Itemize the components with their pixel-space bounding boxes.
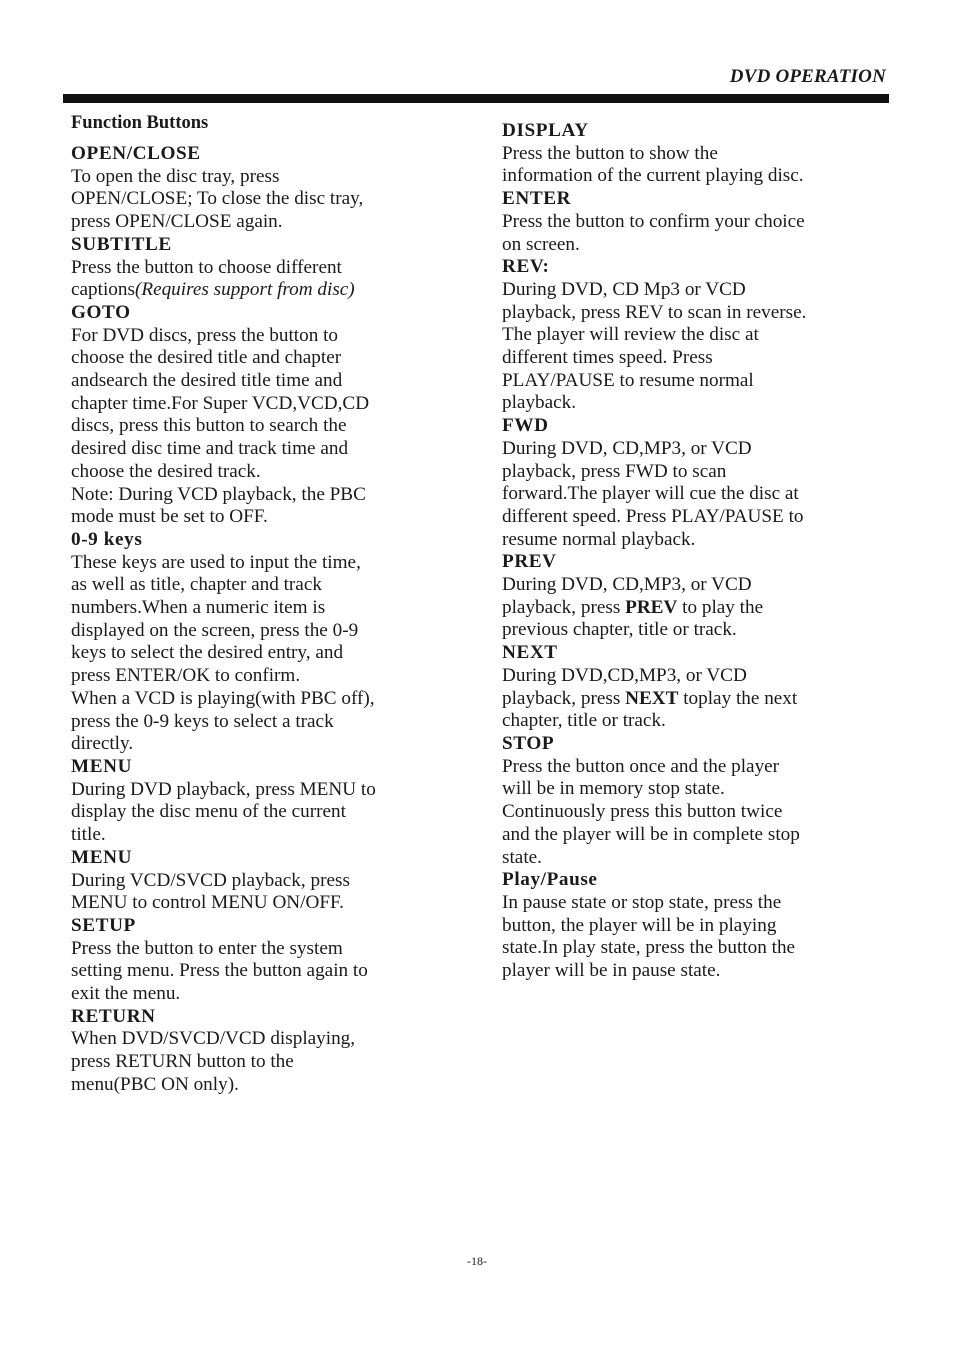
entry-line: chapter time.For Super VCD,VCD,CD — [71, 392, 370, 414]
entry-line: Note: During VCD playback, the PBC — [71, 483, 366, 505]
entry-next — [502, 642, 872, 733]
entry-line: playback, press REV to scan in reverse. — [502, 301, 807, 323]
entry-0-9-keys — [71, 529, 436, 756]
entry-setup — [71, 915, 436, 1006]
entry-line: menu(PBC ON only). — [71, 1073, 239, 1095]
entry-line: Press the button once and the player — [502, 755, 780, 777]
entry-line: During DVD playback, press MENU to — [71, 778, 376, 800]
entry-line: press ENTER/OK to confirm. — [71, 665, 301, 687]
entry-play-pause — [502, 869, 872, 983]
entry-line: When DVD/SVCD/VCD displaying, — [71, 1028, 356, 1050]
entry-line: chapter, title or track. — [502, 710, 666, 732]
entry-line: state. — [502, 846, 542, 868]
entry-line: different times speed. Press — [502, 347, 713, 369]
entry-menu-vcd — [71, 847, 436, 915]
entry-return — [71, 1006, 436, 1097]
entry-line: keys to select the desired entry, and — [71, 642, 344, 664]
entry-line: playback. — [502, 392, 577, 414]
entry-line: The player will review the disc at — [502, 324, 759, 346]
entry-heading: OPEN/CLOSE — [71, 143, 201, 164]
entry-line: In pause state or stop state, press the — [502, 891, 782, 913]
entry-line: choose the desired title and chapter — [71, 347, 342, 369]
entry-heading: 0-9 keys — [71, 528, 143, 550]
entry-line: mode must be set to OFF. — [71, 506, 268, 528]
entry-line: display the disc menu of the current — [71, 801, 346, 823]
section-title: Function Buttons — [71, 113, 209, 133]
entry-heading: PREV — [502, 551, 557, 573]
entry-line: Continuously press this button twice — [502, 801, 783, 823]
entry-line: When a VCD is playing(with PBC off), — [71, 687, 375, 709]
entry-line: exit the menu. — [71, 983, 181, 1005]
left-column — [71, 111, 436, 1097]
entry-menu-dvd — [71, 756, 436, 847]
entry-line: Press the button to show the — [502, 142, 718, 164]
entry-line: information of the current playing disc. — [502, 165, 804, 187]
entry-heading: SUBTITLE — [71, 233, 172, 255]
entry-line: forward.The player will cue the disc at — [502, 483, 799, 505]
entry-heading: SETUP — [71, 914, 136, 936]
entry-heading: NEXT — [502, 642, 558, 664]
entry-open-close — [71, 143, 436, 234]
entry-line: OPEN/CLOSE; To close the disc tray, — [71, 188, 364, 210]
entry-fwd — [502, 415, 872, 551]
page-number: -18- — [467, 1254, 487, 1268]
entry-line: will be in memory stop state. — [502, 778, 725, 800]
header-rule — [63, 94, 889, 103]
entry-line: Press the button to confirm your choice — [502, 210, 805, 232]
entry-prev — [502, 551, 872, 642]
entry-heading: ENTER — [502, 188, 572, 210]
entry-line — [502, 688, 872, 711]
entry-line-pre: playback, press — [502, 596, 626, 618]
entry-line: playback, press FWD to scan — [502, 460, 727, 482]
entry-line: different speed. Press PLAY/PAUSE to — [502, 505, 804, 527]
entry-line-post: to play the — [677, 596, 764, 618]
entry-stop — [502, 733, 872, 869]
entry-line: During DVD, CD Mp3 or VCD — [502, 278, 746, 300]
entry-line: These keys are used to input the time, — [71, 551, 361, 573]
entry-goto — [71, 302, 436, 529]
entry-line: choose the desired track. — [71, 460, 261, 482]
entry-line: previous chapter, title or track. — [502, 619, 737, 641]
entry-line: Press the button to enter the system — [71, 937, 343, 959]
entry-line: setting menu. Press the button again to — [71, 960, 368, 982]
entry-line: To open the disc tray, press — [71, 165, 280, 187]
entry-line: press RETURN button to the — [71, 1051, 294, 1073]
entry-line: directly. — [71, 733, 134, 755]
entry-line: MENU to control MENU ON/OFF. — [71, 892, 344, 914]
entry-line-prefix: captions — [71, 279, 135, 301]
entry-heading: RETURN — [71, 1005, 156, 1027]
entry-line: as well as title, chapter and track — [71, 574, 322, 596]
entry-line: desired disc time and track time and — [71, 438, 349, 460]
entry-enter — [502, 188, 872, 256]
entry-rev — [502, 256, 872, 415]
entry-line: During VCD/SVCD playback, press — [71, 869, 350, 891]
entry-line: For DVD discs, press the button to — [71, 324, 339, 346]
entry-line: press the 0-9 keys to select a track — [71, 710, 334, 732]
entry-line: player will be in pause state. — [502, 960, 721, 982]
entry-line: numbers.When a numeric item is — [71, 597, 326, 619]
entry-line-post: toplay the next — [678, 687, 798, 709]
entry-line: During DVD,CD,MP3, or VCD — [502, 664, 747, 686]
entry-line: andsearch the desired title time and — [71, 370, 343, 392]
entry-line — [502, 597, 872, 620]
entry-line-bold: PREV — [625, 596, 678, 618]
entry-heading: MENU — [71, 846, 133, 868]
entry-subtitle — [71, 234, 436, 302]
entry-line: on screen. — [502, 233, 580, 255]
entry-line: displayed on the screen, press the 0-9 — [71, 619, 359, 641]
entry-line: Press the button to choose different — [71, 256, 342, 278]
entry-display — [502, 120, 872, 188]
entry-heading: FWD — [502, 415, 549, 437]
entry-line: During DVD, CD,MP3, or VCD — [502, 574, 752, 596]
entry-line: and the player will be in complete stop — [502, 823, 800, 845]
entry-line-pre: playback, press — [502, 687, 626, 709]
entry-line: state.In play state, press the button the — [502, 937, 796, 959]
entry-line: discs, press this button to search the — [71, 415, 347, 437]
entry-line: resume normal playback. — [502, 528, 696, 550]
entry-heading: Play/Pause — [502, 869, 598, 891]
entry-line: title. — [71, 824, 106, 846]
right-column — [502, 120, 872, 983]
header-label: DVD OPERATION — [729, 66, 886, 87]
entry-line: press OPEN/CLOSE again. — [71, 211, 283, 233]
entry-line-bold: NEXT — [625, 687, 679, 709]
entry-heading: MENU — [71, 755, 133, 777]
entry-line-italic: (Requires support from disc) — [134, 279, 355, 301]
entry-heading: GOTO — [71, 301, 131, 323]
entry-line: During DVD, CD,MP3, or VCD — [502, 437, 752, 459]
entry-line: button, the player will be in playing — [502, 914, 777, 936]
entry-heading: DISPLAY — [502, 120, 589, 141]
entry-line: PLAY/PAUSE to resume normal — [502, 369, 754, 391]
entry-line — [71, 279, 436, 302]
entry-heading: REV: — [502, 256, 550, 278]
entry-heading: STOP — [502, 732, 555, 754]
